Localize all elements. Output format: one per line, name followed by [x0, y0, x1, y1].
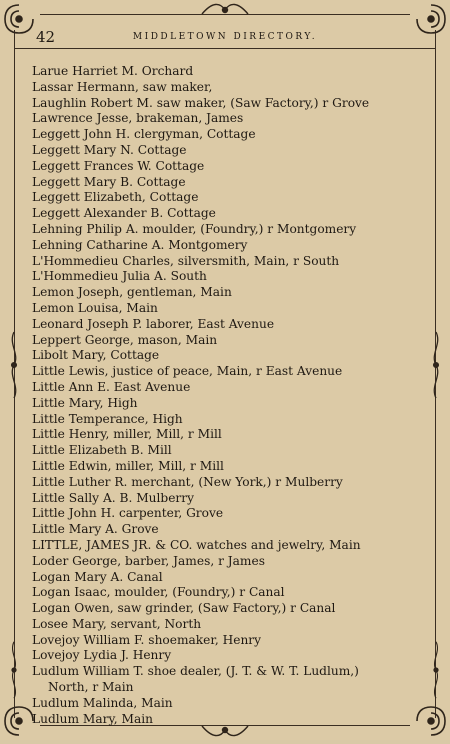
- page-header: [36, 28, 414, 46]
- corner-ornament-top-left-icon: [2, 2, 36, 36]
- directory-entry: Little Edwin, miller, Mill, r Mill: [32, 458, 224, 473]
- directory-entry: Losee Mary, servant, North: [32, 616, 202, 631]
- directory-entry: Little Lewis, justice of peace, Main, r East Avenue: [32, 364, 343, 379]
- left-lower-flourish-icon: [7, 640, 21, 700]
- running-head: MIDDLETOWN DIRECTORY.: [132, 32, 318, 42]
- directory-entry: Lemon Joseph, gentleman, Main: [32, 285, 232, 300]
- directory-entry: Ludlum Mary, Main: [32, 711, 153, 726]
- directory-entry: LITTLE, JAMES JR. & CO. watches and jewelry, Main: [32, 537, 361, 552]
- directory-entry: Little Elizabeth B. Mill: [32, 443, 172, 458]
- page-number: 42: [36, 28, 56, 46]
- directory-entry: Logan Mary A. Canal: [32, 569, 163, 584]
- directory-entry: Little Sally A. B. Mulberry: [32, 490, 194, 505]
- directory-entry: Leggett Alexander B. Cottage: [32, 206, 216, 221]
- directory-entry: Little Mary, High: [32, 395, 138, 410]
- directory-entry: Little Henry, miller, Mill, r Mill: [32, 427, 222, 442]
- top-center-flourish-icon: [200, 0, 250, 20]
- directory-entries: [32, 64, 430, 727]
- right-lower-flourish-icon: [429, 640, 443, 700]
- directory-entry: Leppert George, mason, Main: [32, 332, 218, 347]
- directory-entry: Little Temperance, High: [32, 411, 183, 426]
- directory-entry: Lassar Hermann, saw maker,: [32, 79, 213, 94]
- directory-entry: Little Ann E. East Avenue: [32, 379, 191, 394]
- right-side-flourish-icon: [429, 330, 443, 400]
- directory-entry-continuation: North, r Main: [48, 680, 134, 695]
- directory-entry: Lehning Philip A. moulder, (Foundry,) r Montgomery: [32, 221, 357, 236]
- left-side-flourish-icon: [7, 330, 21, 400]
- directory-entry: Lawrence Jesse, brakeman, James: [32, 111, 244, 126]
- directory-entry: Little Mary A. Grove: [32, 522, 159, 537]
- corner-ornament-bottom-left-icon: [2, 704, 36, 738]
- directory-entry: Leggett Elizabeth, Cottage: [32, 190, 199, 205]
- directory-entry: Lehning Catharine A. Montgomery: [32, 237, 248, 252]
- directory-entry: Lovejoy Lydia J. Henry: [32, 648, 172, 663]
- directory-entry: Logan Owen, saw grinder, (Saw Factory,) r Canal: [32, 601, 336, 616]
- directory-entry: Leggett John H. clergyman, Cottage: [32, 127, 256, 142]
- directory-entry: Leggett Frances W. Cottage: [32, 158, 205, 173]
- directory-entry: Leonard Joseph P. laborer, East Avenue: [32, 316, 275, 331]
- directory-entry: Little John H. carpenter, Grove: [32, 506, 224, 521]
- directory-entry: Ludlum Malinda, Main: [32, 695, 173, 710]
- directory-entry: Laughlin Robert M. saw maker, (Saw Factory,) r Grove: [32, 95, 370, 110]
- corner-ornament-top-right-icon: [414, 2, 448, 36]
- header-rule: [14, 48, 436, 49]
- directory-entry: Ludlum William T. shoe dealer, (J. T. & W. T. Ludlum,): [32, 664, 359, 679]
- directory-entry: L'Hommedieu Julia A. South: [32, 269, 207, 284]
- directory-entry: L'Hommedieu Charles, silversmith, Main, r South: [32, 253, 340, 268]
- directory-entry: Libolt Mary, Cottage: [32, 348, 160, 363]
- directory-entry: Larue Harriet M. Orchard: [32, 64, 194, 78]
- directory-entry: Leggett Mary B. Cottage: [32, 174, 186, 189]
- directory-entry: Loder George, barber, James, r James: [32, 553, 265, 568]
- directory-entry: Lovejoy William F. shoemaker, Henry: [32, 632, 262, 647]
- directory-entry: Little Luther R. merchant, (New York,) r Mulberry: [32, 474, 343, 489]
- directory-entry: Lemon Louisa, Main: [32, 300, 158, 315]
- directory-entry: Leggett Mary N. Cottage: [32, 142, 187, 157]
- directory-entry: Logan Isaac, moulder, (Foundry,) r Canal: [32, 585, 285, 600]
